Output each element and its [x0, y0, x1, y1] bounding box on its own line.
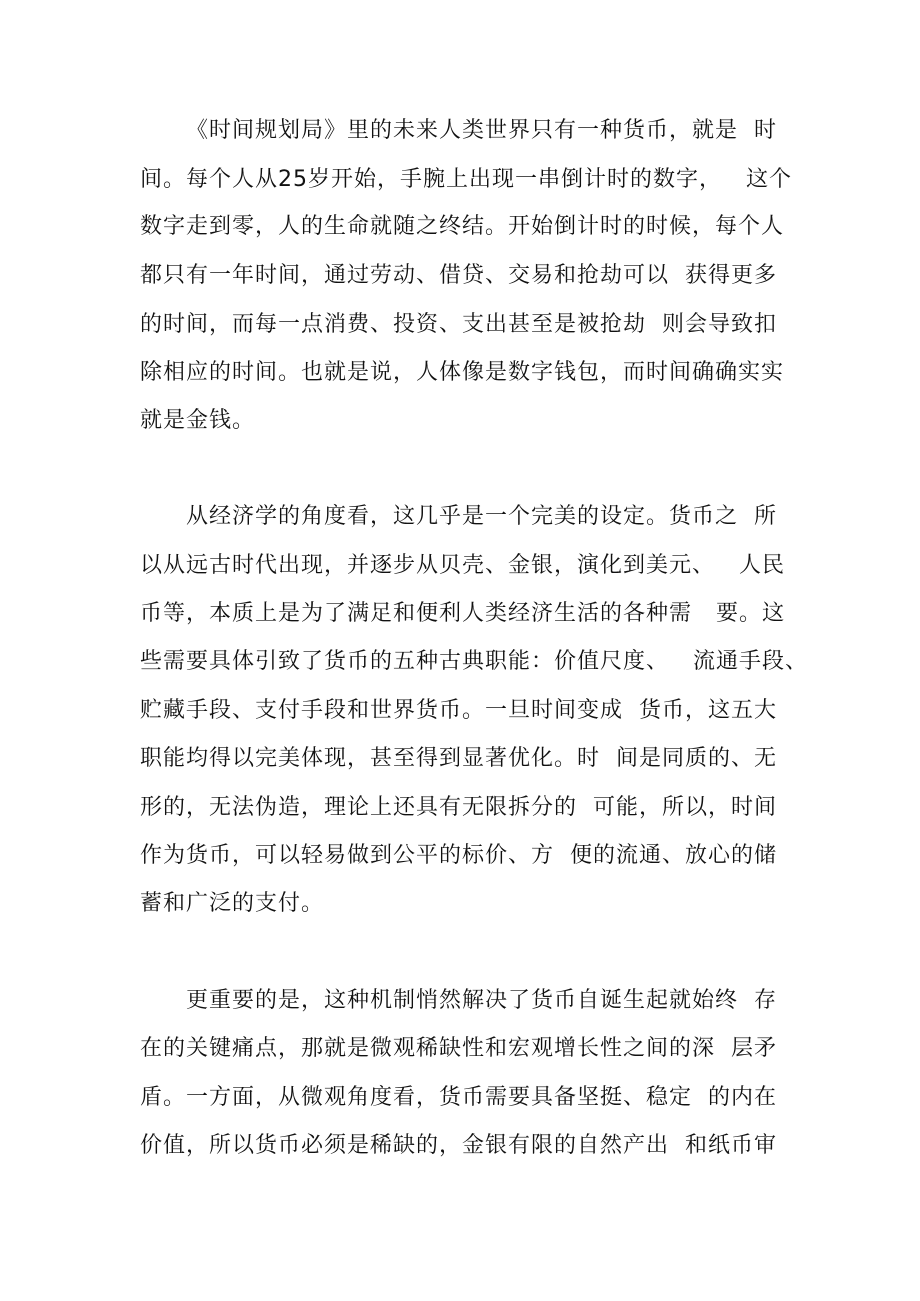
- paragraph-2-line-4: 些需要具体引致了货币的五种古典职能：价值尺度、 流通手段、: [140, 649, 808, 674]
- paragraph-2-line-6: 职能均得以完美体现，甚至得到显著优化。时 间是同质的、无: [140, 746, 777, 771]
- paragraph-2-line-7: 形的，无法伪造，理论上还具有无限拆分的 可能，所以，时间: [140, 795, 777, 820]
- paragraph-3-line-1: 更重要的是，这种机制悄然解决了货币自诞生起就始终 存: [186, 988, 777, 1013]
- paragraph-2-line-5: 贮藏手段、支付手段和世界货币。一旦时间变成 货币，这五大: [140, 698, 777, 723]
- paragraph-1-line-2: 间。每个人从25岁开始，手腕上出现一串倒计时的数字， 这个: [140, 167, 792, 192]
- paragraph-1-line-7: 就是金钱。: [140, 408, 256, 433]
- paragraph-3-line-2: 在的关键痛点，那就是微观稀缺性和宏观增长性之间的深 层矛: [140, 1036, 777, 1061]
- paragraph-2-line-8: 作为货币，可以轻易做到公平的标价、方 便的流通、放心的储: [140, 843, 777, 868]
- paragraph-3-line-4: 价值，所以货币必须是稀缺的，金银有限的自然产出 和纸币审: [140, 1133, 777, 1158]
- paragraph-3-line-3: 盾。一方面，从微观角度看，货币需要具备坚挺、稳定 的内在: [140, 1085, 777, 1110]
- paragraph-1-line-5: 的时间，而每一点消费、投资、支出甚至是被抢劫 则会导致扣: [140, 312, 777, 337]
- paragraph-2-line-1: 从经济学的角度看，这几乎是一个完美的设定。货币之 所: [186, 504, 777, 529]
- paragraph-2-line-2: 以从远古时代出现，并逐步从贝壳、金银，演化到美元、 人民: [140, 553, 785, 578]
- paragraph-1-line-1: 《时间规划局》里的未来人类世界只有一种货币，就是 时: [186, 118, 777, 143]
- paragraph-2-line-3: 币等，本质上是为了满足和便利人类经济生活的各种需 要。这: [140, 601, 785, 626]
- paragraph-1-line-6: 除相应的时间。也就是说，人体像是数字钱包，而时间确确实实: [140, 360, 785, 385]
- paragraph-1-line-3: 数字走到零，人的生命就随之终结。开始倒计时的时候，每个人: [140, 214, 785, 239]
- paragraph-2-line-9: 蓄和广泛的支付。: [140, 891, 325, 916]
- paragraph-1-line-4: 都只有一年时间，通过劳动、借贷、交易和抢劫可以 获得更多: [140, 263, 777, 288]
